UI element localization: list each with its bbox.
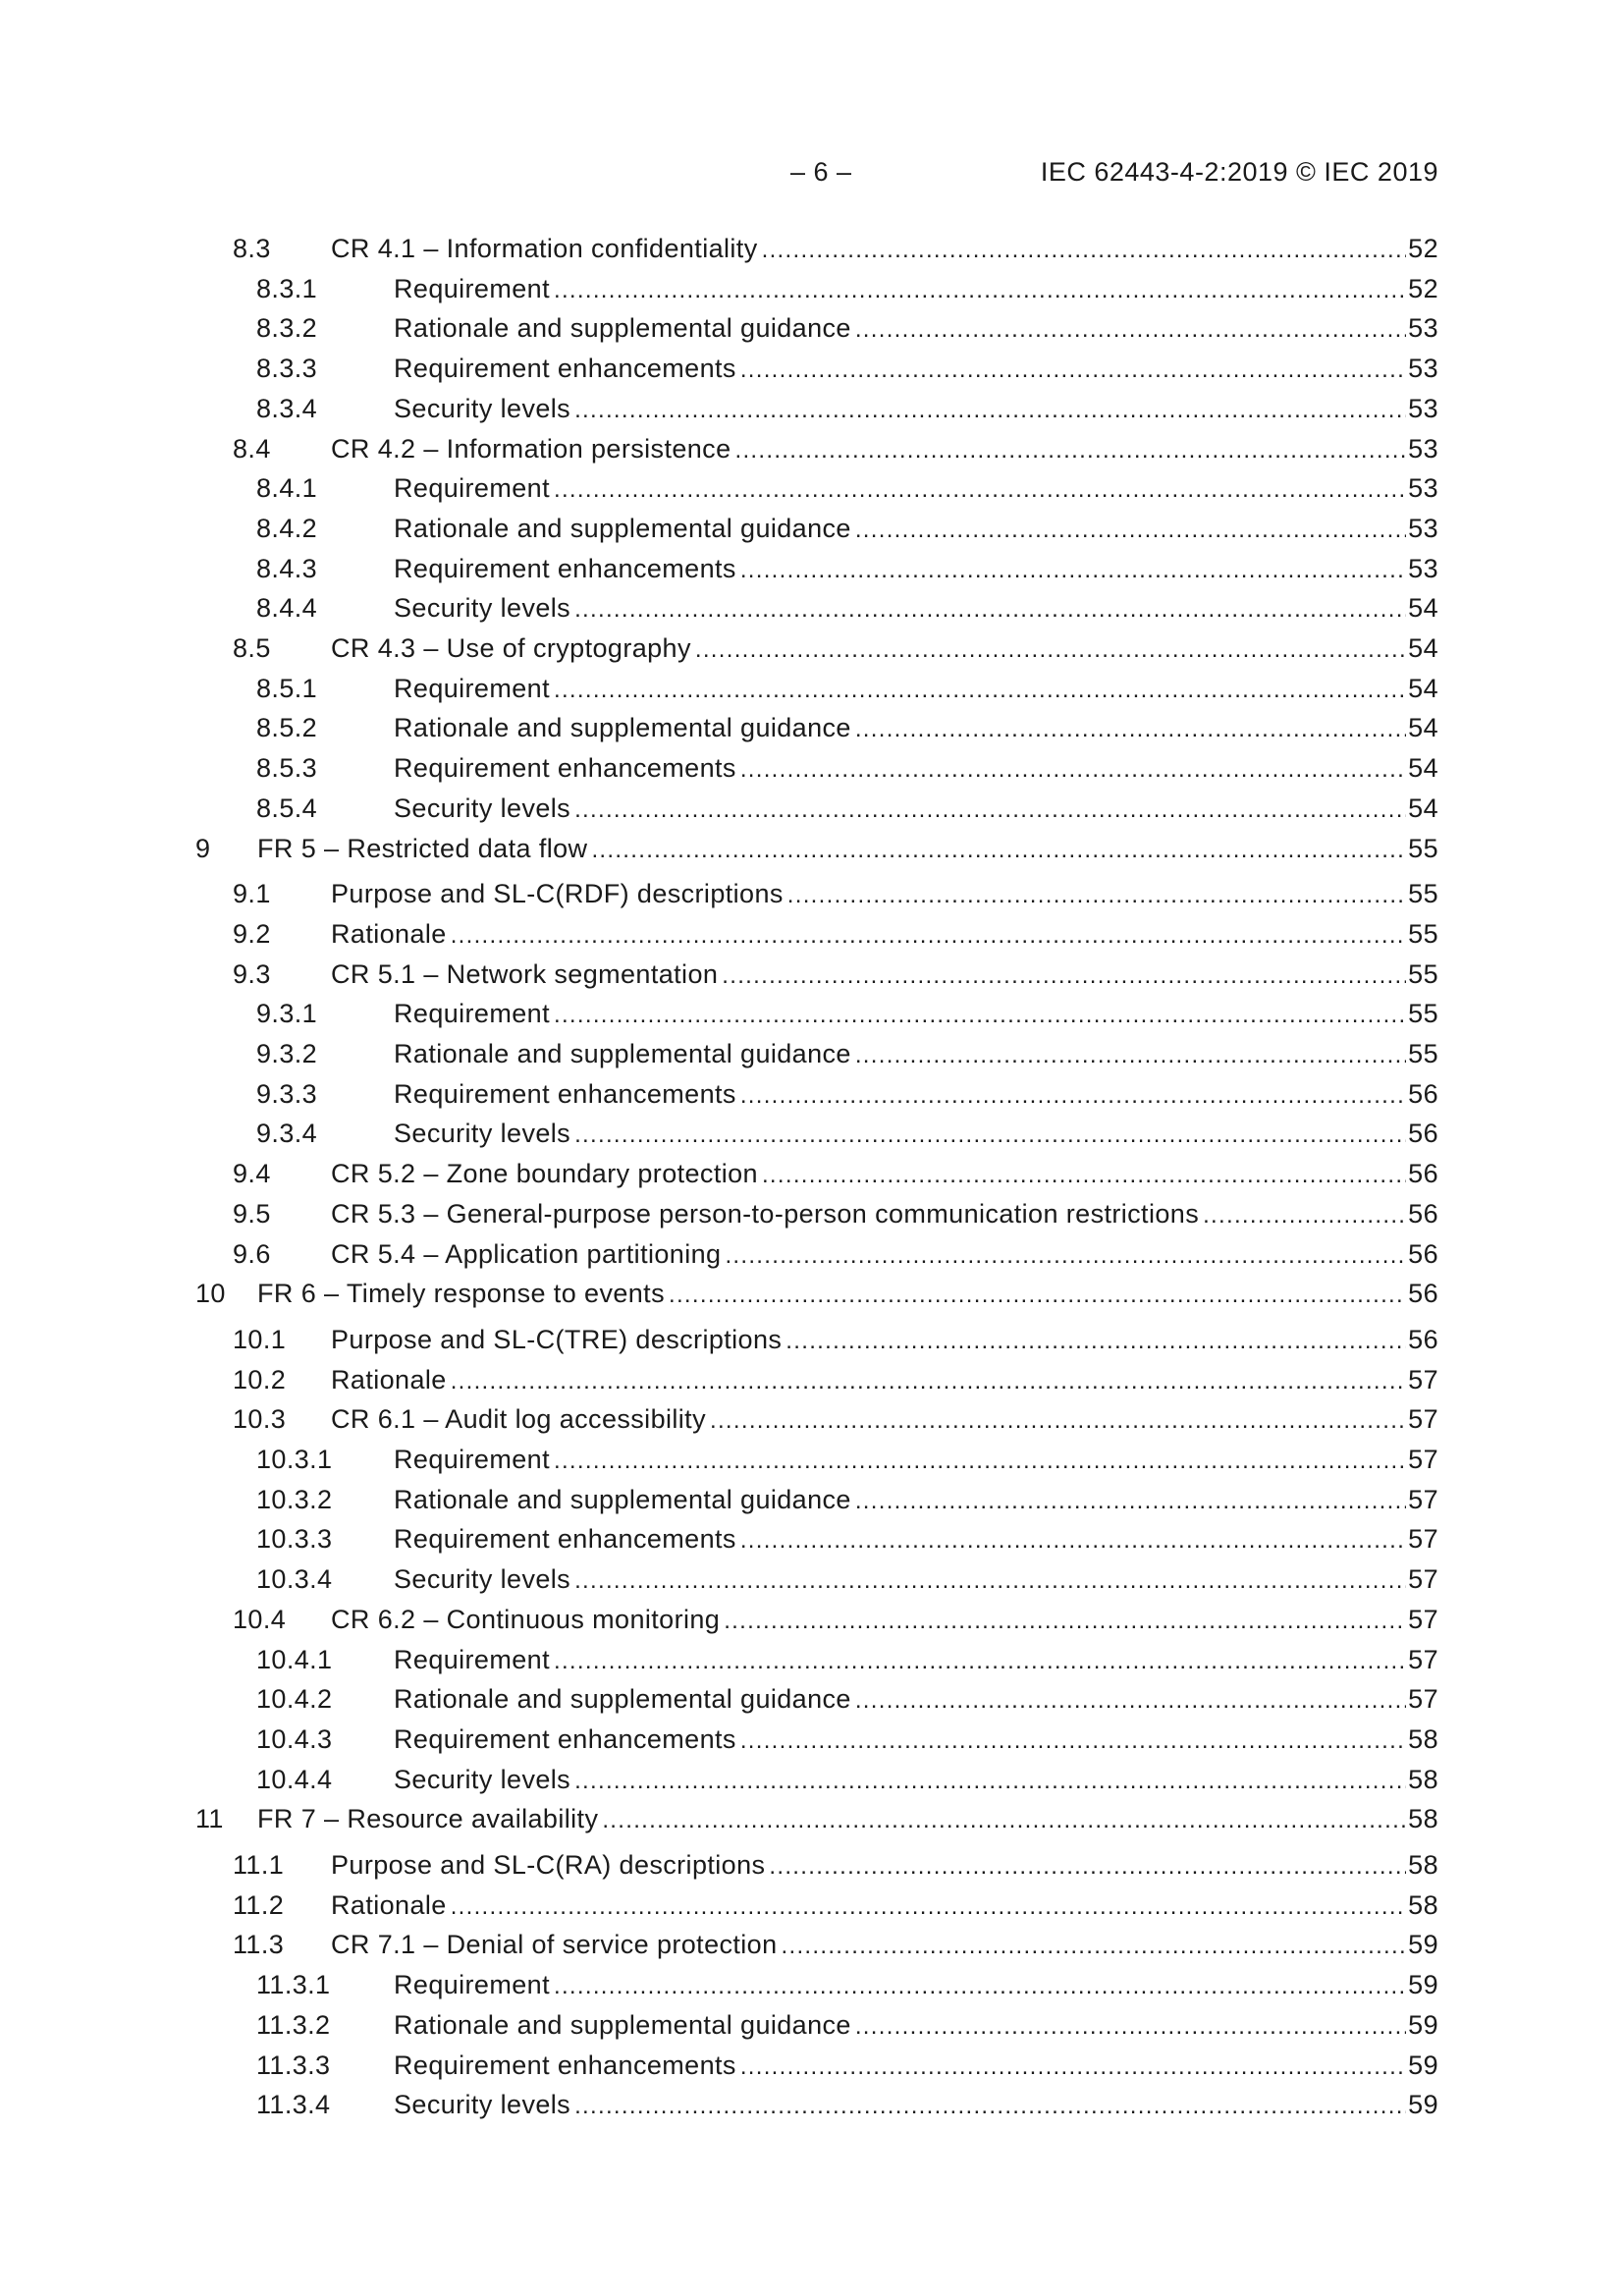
dot-leader <box>574 394 1406 427</box>
toc-entry-page: 56 <box>1408 1119 1438 1148</box>
toc-entry-title: Rationale and supplemental guidance <box>394 311 855 345</box>
toc-entry-page: 58 <box>1408 1765 1438 1794</box>
toc-entry[interactable] <box>0 1763 1624 1796</box>
toc-entry-title: Security levels <box>394 1562 574 1596</box>
toc-entry-line <box>331 957 1438 993</box>
toc-entry-number: 10.1 <box>233 1325 287 1354</box>
toc-entry-line <box>331 1402 1438 1438</box>
toc-entry[interactable] <box>0 1077 1624 1111</box>
toc-entry[interactable] <box>0 832 1624 865</box>
toc-entry[interactable] <box>0 631 1624 665</box>
toc-entry[interactable] <box>0 1522 1624 1556</box>
toc-entry-number: 8.4.2 <box>256 514 318 543</box>
toc-entry-line <box>331 432 1438 467</box>
toc-entry-page: 56 <box>1408 1325 1438 1354</box>
dot-leader <box>855 1039 1406 1072</box>
toc-entry-title: Rationale and supplemental guidance <box>394 1037 855 1070</box>
toc-entry-page: 53 <box>1408 473 1438 503</box>
toc-entry-number: 11 <box>195 1804 224 1833</box>
toc-entry-number: 9.3.1 <box>256 999 318 1028</box>
dot-leader <box>855 313 1406 347</box>
toc-entry-line <box>394 1968 1438 2003</box>
toc-entry-number: 10.3.3 <box>256 1524 333 1554</box>
dot-leader <box>769 1850 1406 1884</box>
toc-entry-line <box>331 877 1438 912</box>
toc-entry[interactable] <box>0 1643 1624 1676</box>
toc-entry-number: 8.3.3 <box>256 354 318 383</box>
toc-entry-line <box>394 1483 1438 1518</box>
toc-entry[interactable] <box>0 512 1624 545</box>
toc-entry-line <box>394 272 1438 307</box>
toc-entry-line <box>394 2049 1438 2084</box>
toc-entry-number: 8.5.3 <box>256 753 318 783</box>
toc-entry[interactable] <box>0 997 1624 1030</box>
page-header <box>0 157 1624 192</box>
toc-entry-page: 54 <box>1408 633 1438 663</box>
toc-entry-number: 9.3 <box>233 959 271 989</box>
toc-entry-title: CR 6.1 – Audit log accessibility <box>331 1402 710 1436</box>
toc-entry-line <box>331 1363 1438 1398</box>
toc-entry-number: 11.3.1 <box>256 1970 331 1999</box>
toc-entry-number: 9.1 <box>233 879 271 908</box>
toc-entry-line <box>394 1443 1438 1478</box>
toc-entry[interactable] <box>0 1117 1624 1150</box>
toc-entry-page: 59 <box>1408 1970 1438 1999</box>
toc-entry-line <box>331 1928 1438 1963</box>
dot-leader <box>762 1159 1406 1192</box>
toc-entry-line <box>394 2088 1438 2123</box>
dot-leader <box>740 753 1406 787</box>
toc-entry[interactable] <box>0 1443 1624 1476</box>
dot-leader <box>554 473 1406 507</box>
toc-entry-page: 57 <box>1408 1404 1438 1434</box>
toc-entry-title: Rationale and supplemental guidance <box>394 1682 855 1716</box>
dot-leader <box>574 1119 1406 1152</box>
toc-entry-line <box>394 1077 1438 1113</box>
toc-entry-number: 11.3.3 <box>256 2050 331 2080</box>
toc-entry[interactable] <box>0 2088 1624 2121</box>
toc-entry-line <box>394 672 1438 707</box>
toc-entry-page: 54 <box>1408 753 1438 783</box>
toc-entry-number: 8.4 <box>233 434 271 464</box>
toc-entry[interactable] <box>0 311 1624 345</box>
toc-entry-title: CR 5.1 – Network segmentation <box>331 957 722 991</box>
toc-entry[interactable] <box>0 552 1624 585</box>
toc-entry[interactable] <box>0 1848 1624 1882</box>
toc-entry-title: Purpose and SL-C(RA) descriptions <box>331 1848 769 1882</box>
toc-entry[interactable] <box>0 711 1624 744</box>
toc-entry-page: 55 <box>1408 834 1438 863</box>
toc-entry-page: 53 <box>1408 354 1438 383</box>
toc-entry-number: 9.4 <box>233 1159 271 1188</box>
dot-leader <box>574 1765 1406 1798</box>
dot-leader <box>855 1684 1406 1718</box>
toc-entry-title: Requirement enhancements <box>394 1077 740 1111</box>
toc-entry-title: Purpose and SL-C(TRE) descriptions <box>331 1323 785 1356</box>
toc-entry-number: 8.3.4 <box>256 394 318 423</box>
dot-leader <box>574 593 1406 627</box>
dot-leader <box>740 1524 1406 1558</box>
toc-entry-page: 55 <box>1408 999 1438 1028</box>
toc-entry-page: 58 <box>1408 1890 1438 1920</box>
dot-leader <box>451 919 1406 953</box>
dot-leader <box>855 514 1406 547</box>
dot-leader <box>451 1365 1406 1398</box>
toc-entry-line <box>394 997 1438 1032</box>
toc-entry-page: 52 <box>1408 274 1438 303</box>
toc-entry-line <box>257 1802 1438 1837</box>
dot-leader <box>602 1804 1406 1837</box>
toc-entry[interactable] <box>0 1197 1624 1230</box>
dot-leader <box>554 1645 1406 1678</box>
dot-leader <box>695 633 1406 667</box>
toc-entry-title: Rationale <box>331 1363 451 1396</box>
dot-leader <box>740 1724 1406 1758</box>
toc-entry-title: Rationale and supplemental guidance <box>394 2008 855 2042</box>
toc-entry-title: Security levels <box>394 1763 574 1796</box>
toc-entry-page: 53 <box>1408 514 1438 543</box>
toc-entry-number: 8.5.1 <box>256 674 318 703</box>
toc-entry[interactable] <box>0 232 1624 265</box>
toc-entry-number: 8.5.2 <box>256 713 318 742</box>
toc-entry-page: 57 <box>1408 1645 1438 1674</box>
toc-entry[interactable] <box>0 1928 1624 1961</box>
toc-entry-line <box>394 1722 1438 1758</box>
toc-entry-number: 8.4.4 <box>256 593 318 623</box>
dot-leader <box>722 959 1406 993</box>
dot-leader <box>740 1079 1406 1113</box>
document-identifier: IEC 62443-4-2:2019 © IEC 2019 <box>1040 157 1438 187</box>
toc-entry-line <box>394 591 1438 627</box>
toc-entry-number: 8.5.4 <box>256 793 318 823</box>
toc-entry[interactable] <box>0 1277 1624 1310</box>
dot-leader <box>554 674 1406 707</box>
toc-entry-number: 8.4.3 <box>256 554 318 583</box>
toc-entry-number: 9.2 <box>233 919 271 949</box>
toc-entry-number: 8.3.1 <box>256 274 318 303</box>
toc-entry-number: 11.3 <box>233 1930 285 1959</box>
toc-entry[interactable] <box>0 1562 1624 1596</box>
toc-entry-page: 56 <box>1408 1159 1438 1188</box>
dot-leader <box>554 1445 1406 1478</box>
toc-entry-line <box>331 1603 1438 1638</box>
toc-entry-title: Security levels <box>394 591 574 625</box>
toc-entry-number: 10.2 <box>233 1365 287 1394</box>
toc-entry-number: 10.3.4 <box>256 1564 333 1594</box>
toc-entry-page: 54 <box>1408 674 1438 703</box>
toc-entry-title: CR 4.3 – Use of cryptography <box>331 631 695 665</box>
page-number: – 6 – <box>790 157 852 187</box>
toc-entry-page: 53 <box>1408 554 1438 583</box>
toc-entry-line <box>394 1037 1438 1072</box>
toc-entry-line <box>394 1117 1438 1152</box>
toc-entry-number: 11.3.4 <box>256 2090 331 2119</box>
toc-entry-line <box>394 512 1438 547</box>
toc-entry-title: Requirement <box>394 997 554 1030</box>
toc-entry-number: 9.6 <box>233 1239 271 1269</box>
toc-entry-number: 9.5 <box>233 1199 271 1229</box>
toc-entry[interactable] <box>0 877 1624 910</box>
toc-entry-title: FR 7 – Resource availability <box>257 1802 602 1835</box>
toc-entry-line <box>331 232 1438 267</box>
toc-entry-number: 8.3.2 <box>256 313 318 343</box>
toc-entry-number: 10.4.4 <box>256 1765 333 1794</box>
toc-entry-title: CR 5.4 – Application partitioning <box>331 1237 725 1271</box>
toc-entry-title: CR 5.2 – Zone boundary protection <box>331 1157 762 1190</box>
toc-entry-line <box>394 471 1438 507</box>
toc-entry-number: 11.3.2 <box>256 2010 331 2040</box>
toc-entry-number: 9 <box>195 834 211 863</box>
toc-entry-page: 55 <box>1408 919 1438 949</box>
dot-leader <box>740 554 1406 587</box>
toc-entry-page: 52 <box>1408 234 1438 263</box>
toc-entry-title: Rationale and supplemental guidance <box>394 711 855 744</box>
toc-entry[interactable] <box>0 432 1624 465</box>
toc-entry-title: CR 7.1 – Denial of service protection <box>331 1928 782 1961</box>
dot-leader <box>735 434 1407 467</box>
toc-entry-title: CR 5.3 – General-purpose person-to-person communication restrictions <box>331 1197 1203 1230</box>
toc-entry-page: 53 <box>1408 313 1438 343</box>
toc-entry-number: 10.3 <box>233 1404 287 1434</box>
toc-entry[interactable] <box>0 272 1624 305</box>
toc-entry-line <box>257 1277 1438 1312</box>
toc-entry-number: 8.5 <box>233 633 271 663</box>
toc-entry[interactable] <box>0 2008 1624 2042</box>
toc-entry-number: 11.2 <box>233 1890 285 1920</box>
toc-entry-line <box>394 751 1438 787</box>
toc-entry-line <box>394 1682 1438 1718</box>
toc-entry-title: Requirement enhancements <box>394 352 740 385</box>
toc-entry-page: 59 <box>1408 2090 1438 2119</box>
toc-entry[interactable] <box>0 1402 1624 1436</box>
toc-entry-title: Rationale <box>331 1888 451 1922</box>
toc-entry-number: 10.3.1 <box>256 1445 333 1474</box>
toc-entry-number: 11.1 <box>233 1850 285 1880</box>
toc-entry-line <box>331 631 1438 667</box>
toc-entry[interactable] <box>0 672 1624 705</box>
toc-entry-title: Rationale and supplemental guidance <box>394 1483 855 1516</box>
toc-entry-page: 56 <box>1408 1279 1438 1308</box>
toc-entry-title: Requirement enhancements <box>394 751 740 785</box>
toc-entry-page: 57 <box>1408 1605 1438 1634</box>
toc-entry-number: 10 <box>195 1279 226 1308</box>
toc-entry-title: Requirement enhancements <box>394 552 740 585</box>
dot-leader <box>574 1564 1406 1598</box>
dot-leader <box>591 834 1406 867</box>
dot-leader <box>574 793 1406 827</box>
toc-entry-line <box>331 1323 1438 1358</box>
toc-entry-page: 59 <box>1408 2050 1438 2080</box>
dot-leader <box>787 879 1406 912</box>
toc-entry[interactable] <box>0 1802 1624 1835</box>
toc-entry-line <box>394 711 1438 746</box>
toc-entry[interactable] <box>0 917 1624 951</box>
dot-leader <box>554 1970 1406 2003</box>
toc-entry-title: Requirement enhancements <box>394 1522 740 1556</box>
toc-entry-page: 56 <box>1408 1079 1438 1109</box>
toc-entry-page: 57 <box>1408 1684 1438 1714</box>
toc-entry-line <box>257 832 1438 867</box>
toc-entry-line <box>394 1562 1438 1598</box>
toc-entry-title: Requirement <box>394 471 554 505</box>
toc-entry-line <box>394 2008 1438 2044</box>
toc-entry[interactable] <box>0 1037 1624 1070</box>
toc-entry[interactable] <box>0 1888 1624 1922</box>
toc-entry-title: Rationale and supplemental guidance <box>394 512 855 545</box>
toc-entry-page: 57 <box>1408 1445 1438 1474</box>
toc-entry[interactable] <box>0 1237 1624 1271</box>
toc-entry-page: 53 <box>1408 394 1438 423</box>
toc-entry-page: 57 <box>1408 1524 1438 1554</box>
toc-entry-line <box>394 1522 1438 1558</box>
toc-entry-title: Security levels <box>394 392 574 425</box>
toc-entry-page: 58 <box>1408 1804 1438 1833</box>
toc-entry-number: 8.4.1 <box>256 473 318 503</box>
toc-entry-page: 59 <box>1408 1930 1438 1959</box>
toc-entry[interactable] <box>0 352 1624 385</box>
toc-entry-title: Security levels <box>394 1117 574 1150</box>
toc-entry-number: 9.3.4 <box>256 1119 318 1148</box>
dot-leader <box>855 2010 1406 2044</box>
dot-leader <box>451 1890 1406 1924</box>
toc-entry-number: 9.3.3 <box>256 1079 318 1109</box>
toc-entry-page: 54 <box>1408 793 1438 823</box>
toc-entry-page: 55 <box>1408 1039 1438 1068</box>
dot-leader <box>740 2050 1406 2084</box>
toc-entry-title: Purpose and SL-C(RDF) descriptions <box>331 877 787 910</box>
toc-entry-line <box>331 1888 1438 1924</box>
dot-leader <box>725 1239 1406 1273</box>
toc-entry[interactable] <box>0 751 1624 785</box>
toc-entry-page: 58 <box>1408 1724 1438 1754</box>
toc-entry[interactable] <box>0 1323 1624 1356</box>
toc-entry-page: 57 <box>1408 1564 1438 1594</box>
dot-leader <box>554 999 1406 1032</box>
toc-entry-line <box>394 392 1438 427</box>
toc-entry[interactable] <box>0 792 1624 825</box>
toc-entry[interactable] <box>0 591 1624 625</box>
toc-entry-title: Requirement <box>394 272 554 305</box>
toc-entry-page: 55 <box>1408 879 1438 908</box>
toc-entry-line <box>394 1643 1438 1678</box>
toc-entry-page: 58 <box>1408 1850 1438 1880</box>
dot-leader <box>710 1404 1406 1438</box>
dot-leader <box>762 234 1407 267</box>
toc-entry[interactable] <box>0 2049 1624 2082</box>
toc-entry-page: 53 <box>1408 434 1438 464</box>
toc-entry-title: Requirement enhancements <box>394 2049 740 2082</box>
toc-entry[interactable] <box>0 1682 1624 1716</box>
toc-entry[interactable] <box>0 1968 1624 2001</box>
toc-entry-title: Rationale <box>331 917 451 951</box>
toc-entry-title: Security levels <box>394 2088 574 2121</box>
dot-leader <box>782 1930 1407 1963</box>
toc-entry[interactable] <box>0 1483 1624 1516</box>
dot-leader <box>855 1485 1406 1518</box>
dot-leader <box>1203 1199 1406 1232</box>
toc-entry-page: 54 <box>1408 713 1438 742</box>
dot-leader <box>574 2090 1406 2123</box>
toc-entry-page: 56 <box>1408 1239 1438 1269</box>
toc-entry-page: 54 <box>1408 593 1438 623</box>
toc-entry-line <box>331 1157 1438 1192</box>
toc-entry-page: 57 <box>1408 1365 1438 1394</box>
dot-leader <box>554 274 1406 307</box>
toc-entry[interactable] <box>0 1603 1624 1636</box>
toc-entry-title: FR 6 – Timely response to events <box>257 1277 669 1310</box>
toc-entry-line <box>331 917 1438 953</box>
toc-entry-title: FR 5 – Restricted data flow <box>257 832 591 865</box>
toc-entry-number: 10.4.2 <box>256 1684 333 1714</box>
toc-entry[interactable] <box>0 1722 1624 1756</box>
toc-entry-title: Requirement <box>394 672 554 705</box>
toc-entry-line <box>331 1848 1438 1884</box>
toc-entry-number: 9.3.2 <box>256 1039 318 1068</box>
toc-entry[interactable] <box>0 957 1624 991</box>
toc-entry-page: 55 <box>1408 959 1438 989</box>
dot-leader <box>785 1325 1406 1358</box>
toc-entry-line <box>394 352 1438 387</box>
dot-leader <box>724 1605 1406 1638</box>
toc-entry-page: 57 <box>1408 1485 1438 1514</box>
toc-entry-title: Security levels <box>394 792 574 825</box>
dot-leader <box>740 354 1406 387</box>
toc-entry-title: CR 4.2 – Information persistence <box>331 432 735 465</box>
toc-entry-number: 10.4.3 <box>256 1724 333 1754</box>
toc-entry[interactable] <box>0 1363 1624 1396</box>
toc-entry-number: 10.4.1 <box>256 1645 333 1674</box>
toc-entry-title: CR 6.2 – Continuous monitoring <box>331 1603 724 1636</box>
toc-entry-title: Requirement enhancements <box>394 1722 740 1756</box>
toc-entry[interactable] <box>0 392 1624 425</box>
toc-entry-title: CR 4.1 – Information confidentiality <box>331 232 762 265</box>
toc-entry-line <box>394 311 1438 347</box>
toc-entry-title: Requirement <box>394 1643 554 1676</box>
toc-entry-number: 8.3 <box>233 234 271 263</box>
toc-entry-line <box>394 792 1438 827</box>
dot-leader <box>855 713 1406 746</box>
dot-leader <box>669 1279 1406 1312</box>
toc-entry-page: 59 <box>1408 2010 1438 2040</box>
toc-entry-title: Requirement <box>394 1443 554 1476</box>
toc-entry-number: 10.3.2 <box>256 1485 333 1514</box>
toc-entry-line <box>331 1237 1438 1273</box>
toc-entry[interactable] <box>0 1157 1624 1190</box>
toc-entry-title: Requirement <box>394 1968 554 2001</box>
toc-entry-number: 10.4 <box>233 1605 287 1634</box>
toc-entry-line <box>394 552 1438 587</box>
toc-entry-line <box>394 1763 1438 1798</box>
toc-entry-line <box>331 1197 1438 1232</box>
toc-entry-page: 56 <box>1408 1199 1438 1229</box>
toc-entry[interactable] <box>0 471 1624 505</box>
